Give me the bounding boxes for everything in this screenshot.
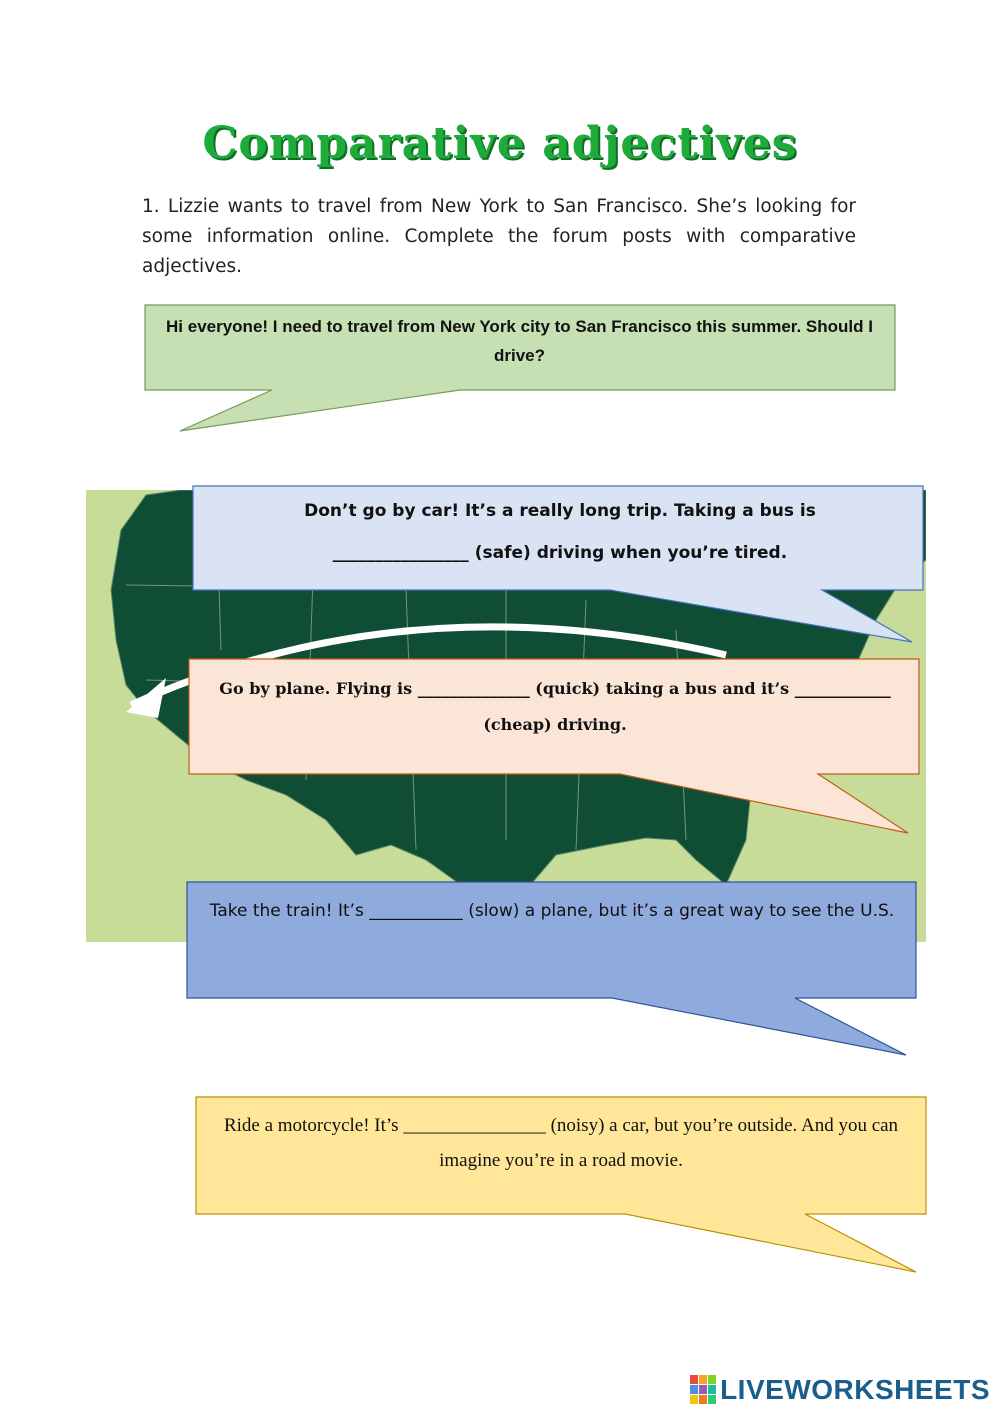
post-text-2: Don’t go by car! It’s a really long trip. Taking a bus is ________________ (safe) driving when you’re tired.: [304, 501, 816, 563]
post-text-4: Take the train! It’s ___________ (slow) a plane, but it’s a great way to see the U.S.: [209, 901, 895, 921]
post-text-5: Ride a motorcycle! It’s _______________ (noisy) a car, but you’re outside. And you can imagine you’re in a road movie.: [223, 1115, 899, 1171]
post-text-1: Hi everyone! I need to travel from New York city to San Francisco this summer. Should I drive?: [166, 317, 873, 365]
logo-text: LIVEWORKSHEETS: [720, 1374, 990, 1405]
instruction-text: 1. Lizzie wants to travel from New York to San Francisco. She’s looking for some information online. Complete the forum posts with comparative adjectives.: [142, 196, 856, 277]
post-text-3: Go by plane. Flying is ______________ (quick) taking a bus and it’s ____________ (cheap) driving.: [219, 679, 891, 734]
liveworksheets-logo[interactable]: [690, 1374, 990, 1406]
worksheet-title: Comparative adjectives: [202, 118, 798, 169]
liveworksheets-logo-icon: [690, 1375, 716, 1405]
